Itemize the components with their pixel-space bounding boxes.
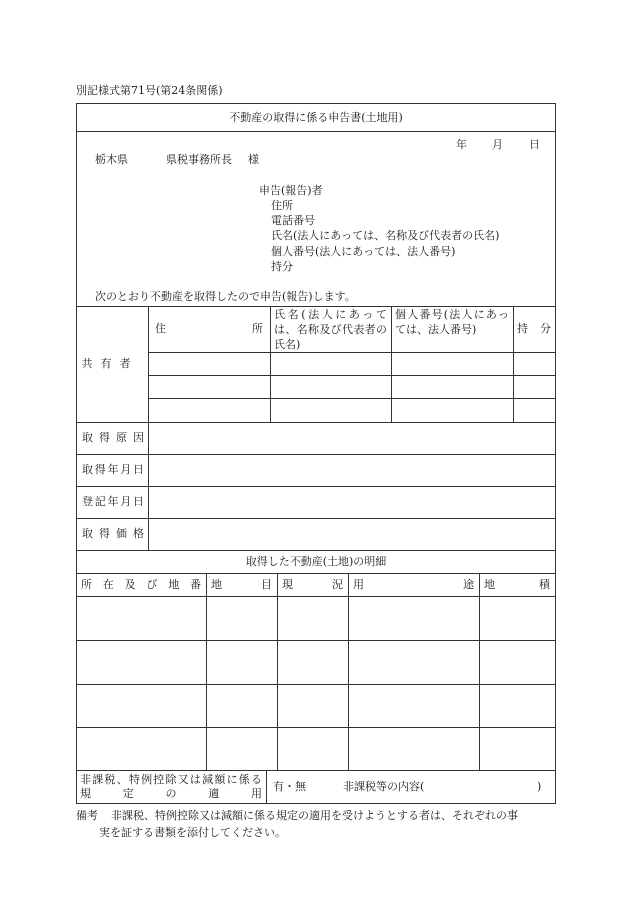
applicant-label: 申告(報告)者	[259, 184, 323, 197]
reg-date-field[interactable]	[149, 487, 555, 518]
acq-date-field[interactable]	[149, 455, 555, 486]
addressee-office: 県税事務所長	[166, 153, 232, 166]
note-line-1: 非課税、特例控除又は減額に係る規定の適用を受けようとする者は、それぞれの事	[111, 809, 518, 822]
date-year: 年	[456, 138, 467, 151]
col-category: 地目	[211, 578, 272, 591]
applicant-name: 氏名(法人にあっては、名称及び代表者の氏名)	[271, 229, 500, 242]
col-number: 個人番号(法人にあっては、法人番号)	[395, 308, 509, 336]
applicant-share: 持分	[271, 260, 293, 273]
statement: 次のとおり不動産を取得したので申告(報告)します。	[95, 290, 356, 303]
applicant-phone: 電話番号	[271, 214, 315, 227]
col-area: 地積	[484, 578, 550, 591]
addressee-pref: 栃木県	[95, 153, 128, 166]
exemption-label-1: 非課税、特例控除又は減額に係る	[80, 773, 262, 786]
note-line-2: 実を証する書類を添付してください。	[99, 826, 286, 839]
addressee-honorific: 様	[248, 153, 259, 166]
col-address: 住所	[155, 322, 263, 335]
label-reg-date: 登記年月日	[82, 495, 144, 508]
col-share: 持分	[517, 322, 551, 335]
exemption-content-close: )	[537, 780, 542, 793]
col-location: 所在及び地番	[81, 578, 201, 591]
cause-field[interactable]	[149, 423, 555, 454]
col-use: 用途	[353, 578, 474, 591]
exemption-label-2: 規定の適用	[80, 787, 262, 800]
details-rows[interactable]	[77, 597, 555, 770]
applicant-address: 住所	[271, 199, 293, 212]
col-status: 現況	[282, 578, 343, 591]
applicant-number: 個人番号(法人にあっては、法人番号)	[271, 245, 456, 258]
co-owner-label: 共有者	[81, 357, 139, 370]
note-label: 備考	[76, 809, 98, 822]
form-title: 不動産の取得に係る申告書(土地用)	[229, 111, 403, 124]
col-name: 氏名(法人にあっては、名称及び代表者の氏名)	[274, 308, 387, 351]
exemption-choice[interactable]: 有・無	[273, 780, 306, 793]
co-owner-rows[interactable]	[149, 353, 555, 421]
label-acq-date: 取得年月日	[82, 463, 144, 476]
label-price: 取得価格	[82, 527, 144, 540]
date-month: 月	[492, 138, 503, 151]
exemption-content-label: 非課税等の内容(	[343, 780, 425, 793]
date-day: 日	[529, 138, 540, 151]
form-number: 別記様式第71号(第24条関係)	[76, 84, 223, 97]
details-title: 取得した不動産(土地)の明細	[245, 555, 387, 568]
label-cause: 取得原因	[82, 431, 144, 444]
price-field[interactable]	[149, 519, 555, 550]
